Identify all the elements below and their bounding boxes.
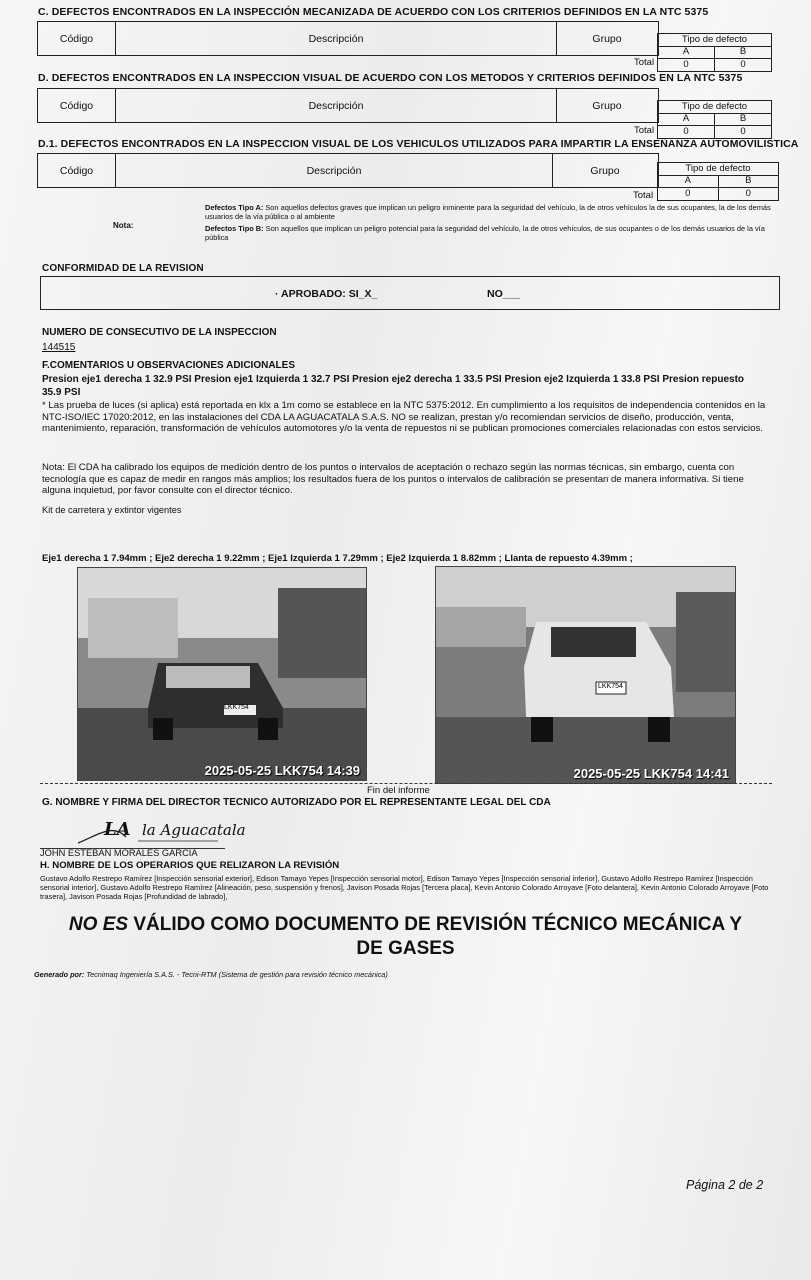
generated-by-text: Tecnimaq Ingeniería S.A.S. - Tecni-RTM (Sistema de gestión para revisión técnico mecánica) — [84, 970, 388, 979]
pressure-text: Presion eje1 derecha 1 32.9 PSI Presion eje1 Izquierda 1 32.7 PSI Presion eje2 derecha 1 33.5 PSI Presion eje2 Izquierda 1 33.8 PSI Presion repuesto 35.9 PSI — [42, 374, 745, 398]
invalid-warning-line2: DE GASES — [356, 938, 455, 959]
defect-type-label: Tipo de defecto — [681, 101, 748, 112]
lights-text: * Las prueba de luces (si aplica) está reportada en klx a 1m como se establece en la NTC 5375:2012. En cumplimiento a los requisitos de independencia contenidos en la NTC-ISO/IEC 17020:2012, en las instalaciones del CDA LA AGUACATALA S.A.S. NO se realizan, prestan y/o recomiendan servicios de diseño, producción, venta, mantenimiento, reparación, transformación de vehículos automotores y/o la venta de repuestos ni se publican promociones comerciales relacionadas con estos servicios. — [42, 400, 766, 434]
section-d1-defect-type — [657, 162, 779, 202]
section-d-total-label: Total — [634, 125, 655, 136]
total-a: 0 — [658, 59, 715, 71]
col-b: B — [745, 175, 752, 186]
warning-rest: VÁLIDO COMO DOCUMENTO DE REVISIÓN TÉCNICO MECÁNICA Y — [128, 914, 743, 935]
section-c-table — [37, 21, 659, 56]
consecutive-number: 144515 — [42, 342, 76, 353]
defect-type-label: Tipo de defecto — [681, 34, 748, 45]
generated-by — [34, 969, 388, 982]
front-photo — [77, 567, 367, 781]
type-b-text: Son aquellos que implican un peligro potencial para la seguridad del vehículo, la de otros vehículos, de sus ocupantes o de los demás usuarios de la vía pública — [205, 224, 765, 242]
rear-photo-image — [436, 567, 735, 783]
col-a: A — [658, 46, 715, 58]
front-photo-timestamp: 2025-05-25 LKK754 14:39 — [204, 763, 360, 778]
col-group-header: Grupo — [590, 164, 620, 177]
col-desc-header: Descripción — [116, 22, 557, 55]
section-d-title: D. DEFECTOS ENCONTRADOS EN LA INSPECCION VISUAL DE ACUERDO CON LOS METODOS Y CRITERIOS DEFINIDOS EN LA NTC 5375 — [38, 72, 743, 84]
conformity-box — [40, 276, 780, 310]
type-a-label: Defectos Tipo A: — [205, 203, 264, 212]
col-group-header: Grupo — [592, 99, 622, 112]
total-b: 0 — [740, 59, 746, 70]
col-code-header: Código — [38, 22, 116, 55]
invalid-warning-line1 — [0, 914, 811, 936]
comments-title: F.COMENTARIOS U OBSERVACIONES ADICIONALES — [42, 360, 295, 371]
approved-label — [275, 288, 377, 300]
page-number: Página 2 de 2 — [686, 1178, 764, 1192]
rear-photo — [435, 566, 736, 784]
front-photo-image — [78, 568, 366, 780]
director-name: JOHN ESTEBAN MORALES GARCIA — [40, 848, 198, 858]
col-a: A — [658, 175, 719, 187]
front-plate: LKK754 — [224, 704, 249, 711]
section-d1-title: D.1. DEFECTOS ENCONTRADOS EN LA INSPECCION VISUAL DE LOS VEHICULOS UTILIZADOS PARA IMPARTIR LA ENSEÑANZA AUTOMOVILISTICA — [38, 138, 799, 150]
note-label: Nota: — [113, 221, 134, 230]
col-desc-header: Descripción — [116, 154, 553, 187]
end-separator — [40, 783, 772, 784]
end-of-report: Fin del informe — [367, 785, 430, 796]
type-b-label: Defectos Tipo B: — [205, 224, 264, 233]
warning-emphasis: NO ES — [68, 914, 129, 935]
signature-logo — [78, 815, 253, 847]
total-a: 0 — [658, 126, 715, 138]
type-b-note — [205, 224, 780, 242]
col-desc-header: Descripción — [116, 89, 557, 122]
kit-text: Kit de carretera y extintor vigentes — [42, 505, 182, 515]
total-b: 0 — [745, 188, 751, 199]
col-b: B — [739, 113, 747, 124]
section-d-table — [37, 88, 659, 123]
generated-by-label: Generado por: — [34, 970, 85, 979]
col-b: B — [739, 46, 747, 57]
approved-value: APROBADO: SI_X_ — [281, 288, 378, 300]
rear-photo-timestamp: 2025-05-25 LKK754 14:41 — [573, 766, 729, 781]
total-b: 0 — [740, 126, 746, 137]
not-approved-label: NO___ — [487, 288, 521, 300]
section-c-title: C. DEFECTOS ENCONTRADOS EN LA INSPECCIÓN MECANIZADA DE ACUERDO CON LOS CRITERIOS DEFINIDOS EN LA NTC 5375 — [38, 6, 709, 18]
tread-depth-text: Eje1 derecha 1 7.94mm ; Eje2 derecha 1 9.22mm ; Eje1 Izquierda 1 7.29mm ; Eje2 Izquierda 1 8.82mm ; Llanta de repuesto 4.39mm ; — [42, 553, 633, 564]
section-g-title: G. NOMBRE Y FIRMA DEL DIRECTOR TECNICO AUTORIZADO POR EL REPRESENTANTE LEGAL DEL CDA — [42, 797, 551, 808]
operators-text: Gustavo Adolfo Restrepo Ramírez [Inspección sensorial exterior], Edison Tamayo Yepes [Inspección sensorial motor], Edison Tamayo Yepes [Inspección sensorial inferior], Gustavo Adolfo Restrepo Ramírez [Inspección sensorial interior], Gustavo Adolfo Restrepo Ramírez [Alineación, peso, suspensión y frenos], Javison Posada Rojas [Tercera placa], Kevin Antonio Colorado Arroyave [Foto delantera], Kevin Antonio Colorado Arroyave [Foto trasera], Javison Posada Rojas [Profundidad de labrado], — [40, 874, 769, 901]
consecutive-title: NUMERO DE CONSECUTIVO DE LA INSPECCION — [42, 327, 277, 338]
bullet: · — [275, 288, 282, 300]
col-code-header: Código — [38, 154, 116, 187]
logo-mark: LA — [104, 819, 131, 840]
conformity-title: CONFORMIDAD DE LA REVISION — [42, 263, 204, 274]
col-a: A — [658, 113, 715, 125]
rear-plate: LKK754 — [598, 683, 623, 690]
type-a-note — [205, 203, 780, 221]
calibration-note: Nota: El CDA ha calibrado los equipos de medición dentro de los puntos o intervalos de aceptación o rechazo según las normas técnicas, sin embargo, cuenta con tecnología que es capaz de medir en rangos más amplios; los resultados fuera de los puntos o intervalos de calibración se presentan de manera informativa. Si tiene alguna inquietud, por favor consulte con el director técnico. — [42, 462, 744, 496]
col-code-header: Código — [38, 89, 116, 122]
type-a-text: Son aquellos defectos graves que implican un peligro inminente para la seguridad del vehículo, la de otros vehículos la de sus ocupantes, la de los demás usuarios de la vía pública o al ambiente — [205, 203, 771, 221]
col-group-header: Grupo — [592, 32, 622, 45]
total-a: 0 — [658, 188, 719, 200]
section-h-title: H. NOMBRE DE LOS OPERARIOS QUE RELIZARON LA REVISIÓN — [40, 860, 340, 871]
defect-type-label: Tipo de defecto — [685, 163, 751, 174]
section-c-total-label: Total — [634, 57, 655, 68]
section-d1-table — [37, 153, 659, 188]
section-d1-total-label: Total — [633, 190, 654, 201]
logo-text: la Aguacatala — [142, 821, 246, 839]
